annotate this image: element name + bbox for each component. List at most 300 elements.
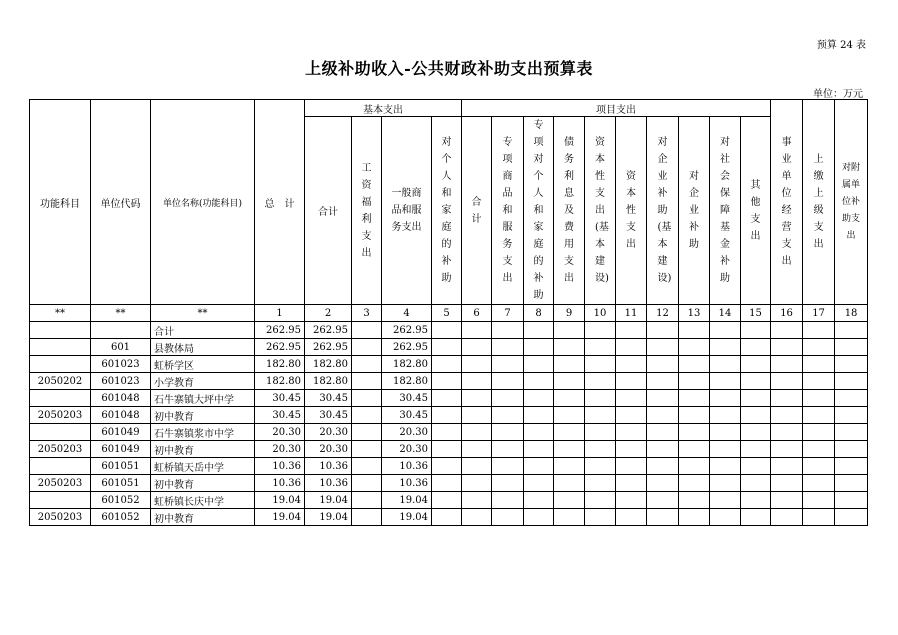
budget-table (29, 99, 868, 526)
cell-empty (710, 407, 741, 424)
cell-empty (771, 407, 803, 424)
table-row (30, 373, 868, 390)
cell-unit-name: 县教体局 (151, 339, 255, 356)
cell-empty (710, 424, 741, 441)
cell-empty (741, 407, 771, 424)
col-number: 15 (741, 305, 771, 322)
cell-empty (616, 339, 647, 356)
cell-salary (352, 509, 382, 526)
cell-goods: 182.80 (382, 356, 432, 373)
cell-salary (352, 458, 382, 475)
col-number: ** (91, 305, 151, 322)
cell-empty (647, 339, 679, 356)
cell-empty (585, 458, 616, 475)
cell-empty (524, 509, 554, 526)
cell-empty (616, 458, 647, 475)
cell-func-subject: 2050203 (30, 407, 91, 424)
cell-salary (352, 441, 382, 458)
cell-func-subject (30, 492, 91, 509)
cell-empty (585, 492, 616, 509)
cell-empty (741, 322, 771, 339)
cell-empty (432, 322, 462, 339)
cell-unit-code: 601048 (91, 390, 151, 407)
cell-empty (771, 509, 803, 526)
cell-empty (492, 322, 524, 339)
cell-empty (647, 407, 679, 424)
header-enterprise: 对企业补助 (679, 117, 710, 305)
cell-empty (554, 356, 585, 373)
table-row (30, 356, 868, 373)
cell-unit-name: 虹桥镇天岳中学 (151, 458, 255, 475)
cell-empty (492, 458, 524, 475)
cell-empty (679, 339, 710, 356)
cell-goods: 20.30 (382, 441, 432, 458)
cell-empty (741, 424, 771, 441)
cell-empty (647, 356, 679, 373)
cell-basic-total: 10.36 (305, 475, 352, 492)
cell-empty (554, 509, 585, 526)
col-number: 7 (492, 305, 524, 322)
cell-empty (710, 441, 741, 458)
cell-empty (679, 509, 710, 526)
cell-total: 30.45 (255, 390, 305, 407)
cell-basic-total: 182.80 (305, 356, 352, 373)
cell-empty (585, 373, 616, 390)
cell-unit-name: 小学教育 (151, 373, 255, 390)
cell-empty (835, 492, 868, 509)
cell-func-subject: 2050202 (30, 373, 91, 390)
unit-label: 单位：万元 (813, 89, 863, 100)
col-number: 10 (585, 305, 616, 322)
cell-unit-code: 601052 (91, 492, 151, 509)
cell-empty (432, 373, 462, 390)
cell-empty (616, 475, 647, 492)
cell-empty (803, 475, 835, 492)
cell-empty (741, 475, 771, 492)
cell-empty (679, 475, 710, 492)
cell-empty (554, 339, 585, 356)
cell-unit-code: 601049 (91, 441, 151, 458)
cell-goods: 10.36 (382, 475, 432, 492)
table-row (30, 441, 868, 458)
cell-empty (492, 407, 524, 424)
col-number: 13 (679, 305, 710, 322)
cell-empty (679, 407, 710, 424)
cell-unit-code: 601023 (91, 356, 151, 373)
cell-empty (616, 492, 647, 509)
cell-empty (492, 424, 524, 441)
cell-total: 182.80 (255, 373, 305, 390)
cell-empty (835, 509, 868, 526)
cell-total: 20.30 (255, 441, 305, 458)
cell-goods: 30.45 (382, 390, 432, 407)
cell-empty (679, 322, 710, 339)
cell-total: 10.36 (255, 458, 305, 475)
cell-unit-name: 石牛寨镇浆市中学 (151, 424, 255, 441)
cell-empty (616, 441, 647, 458)
cell-total: 30.45 (255, 407, 305, 424)
cell-salary (352, 492, 382, 509)
cell-basic-total: 262.95 (305, 322, 352, 339)
col-number: 14 (710, 305, 741, 322)
cell-goods: 19.04 (382, 509, 432, 526)
header-business: 事业单位经营支出 (771, 100, 803, 305)
column-number-row (30, 305, 868, 322)
cell-empty (647, 458, 679, 475)
cell-empty (803, 339, 835, 356)
cell-empty (585, 407, 616, 424)
cell-empty (432, 390, 462, 407)
header-salary: 工资福利支出 (352, 117, 382, 305)
cell-empty (741, 509, 771, 526)
cell-empty (679, 424, 710, 441)
cell-empty (432, 458, 462, 475)
cell-func-subject (30, 356, 91, 373)
cell-empty (524, 356, 554, 373)
cell-empty (616, 322, 647, 339)
col-number: 8 (524, 305, 554, 322)
cell-salary (352, 390, 382, 407)
cell-empty (741, 492, 771, 509)
cell-empty (462, 339, 492, 356)
cell-empty (710, 373, 741, 390)
cell-empty (710, 356, 741, 373)
cell-empty (554, 492, 585, 509)
col-number: 1 (255, 305, 305, 322)
header-capital-build: 资本性支出(基本建设) (585, 117, 616, 305)
header-enterprise-build: 对企业补助(基本建设) (647, 117, 679, 305)
cell-empty (585, 390, 616, 407)
cell-empty (835, 339, 868, 356)
col-number: 4 (382, 305, 432, 322)
cell-goods: 19.04 (382, 492, 432, 509)
cell-empty (647, 509, 679, 526)
table-row (30, 339, 868, 356)
col-number: 12 (647, 305, 679, 322)
cell-empty (835, 356, 868, 373)
page-title: 上级补助收入-公共财政补助支出预算表 (305, 59, 593, 78)
cell-empty (803, 509, 835, 526)
cell-empty (803, 458, 835, 475)
cell-unit-code: 601048 (91, 407, 151, 424)
cell-empty (432, 424, 462, 441)
cell-func-subject: 2050203 (30, 509, 91, 526)
cell-empty (647, 373, 679, 390)
cell-basic-total: 19.04 (305, 509, 352, 526)
cell-empty (524, 492, 554, 509)
cell-unit-name: 初中教育 (151, 407, 255, 424)
cell-unit-name: 合计 (151, 322, 255, 339)
cell-empty (554, 407, 585, 424)
cell-empty (616, 390, 647, 407)
cell-empty (771, 492, 803, 509)
cell-empty (432, 356, 462, 373)
cell-empty (492, 373, 524, 390)
header-basic-total: 合计 (305, 117, 352, 305)
cell-empty (647, 322, 679, 339)
cell-func-subject: 2050203 (30, 441, 91, 458)
cell-empty (616, 356, 647, 373)
cell-basic-total: 20.30 (305, 441, 352, 458)
cell-basic-total: 20.30 (305, 424, 352, 441)
cell-empty (524, 390, 554, 407)
cell-empty (492, 509, 524, 526)
cell-empty (710, 509, 741, 526)
cell-empty (554, 441, 585, 458)
cell-empty (492, 390, 524, 407)
cell-empty (835, 458, 868, 475)
cell-empty (554, 390, 585, 407)
cell-goods: 30.45 (382, 407, 432, 424)
cell-empty (803, 441, 835, 458)
cell-unit-code: 601051 (91, 475, 151, 492)
cell-empty (803, 424, 835, 441)
table-row (30, 509, 868, 526)
cell-basic-total: 182.80 (305, 373, 352, 390)
cell-unit-name: 虹桥学区 (151, 356, 255, 373)
header-project-expenditure: 项目支出 (462, 100, 771, 117)
col-number: 3 (352, 305, 382, 322)
cell-empty (462, 356, 492, 373)
cell-func-subject: 2050203 (30, 475, 91, 492)
cell-empty (585, 322, 616, 339)
cell-empty (741, 441, 771, 458)
cell-empty (492, 339, 524, 356)
header-unit-name: 单位名称(功能科目) (151, 100, 255, 305)
cell-func-subject (30, 390, 91, 407)
cell-unit-code: 601023 (91, 373, 151, 390)
table-row (30, 458, 868, 475)
cell-func-subject (30, 424, 91, 441)
cell-empty (710, 492, 741, 509)
header-capital: 资本性支出 (616, 117, 647, 305)
cell-salary (352, 424, 382, 441)
cell-empty (771, 373, 803, 390)
cell-empty (741, 356, 771, 373)
cell-empty (492, 441, 524, 458)
header-project-total: 合计 (462, 117, 492, 305)
cell-goods: 10.36 (382, 458, 432, 475)
cell-total: 19.04 (255, 492, 305, 509)
cell-total: 262.95 (255, 322, 305, 339)
col-number: 17 (803, 305, 835, 322)
cell-empty (554, 373, 585, 390)
cell-total: 182.80 (255, 356, 305, 373)
cell-empty (616, 373, 647, 390)
cell-empty (462, 390, 492, 407)
cell-basic-total: 10.36 (305, 458, 352, 475)
cell-empty (492, 492, 524, 509)
cell-empty (492, 475, 524, 492)
cell-empty (679, 458, 710, 475)
cell-empty (524, 373, 554, 390)
form-number: 预算 24 表 (816, 40, 866, 51)
cell-func-subject (30, 322, 91, 339)
header-special-personal: 专项对个人和家庭的补助 (524, 117, 554, 305)
cell-empty (585, 509, 616, 526)
col-number: 5 (432, 305, 462, 322)
cell-empty (771, 390, 803, 407)
cell-empty (585, 424, 616, 441)
cell-empty (803, 373, 835, 390)
cell-empty (771, 458, 803, 475)
cell-empty (647, 441, 679, 458)
cell-salary (352, 322, 382, 339)
cell-goods: 262.95 (382, 322, 432, 339)
cell-empty (803, 390, 835, 407)
cell-empty (647, 492, 679, 509)
header-goods: 一般商 品和服 务支出 (382, 117, 432, 305)
cell-empty (554, 458, 585, 475)
cell-empty (585, 475, 616, 492)
cell-empty (554, 424, 585, 441)
cell-goods: 182.80 (382, 373, 432, 390)
cell-empty (554, 322, 585, 339)
cell-total: 20.30 (255, 424, 305, 441)
header-unit-code: 单位代码 (91, 100, 151, 305)
cell-empty (432, 339, 462, 356)
header-affiliated: 对附 属单 位补 助支 出 (835, 100, 868, 305)
cell-empty (462, 322, 492, 339)
cell-empty (462, 407, 492, 424)
cell-basic-total: 30.45 (305, 407, 352, 424)
cell-empty (462, 458, 492, 475)
cell-empty (803, 356, 835, 373)
cell-salary (352, 407, 382, 424)
col-number: 9 (554, 305, 585, 322)
cell-empty (554, 475, 585, 492)
cell-empty (524, 322, 554, 339)
cell-empty (524, 475, 554, 492)
cell-empty (616, 424, 647, 441)
col-number: ** (151, 305, 255, 322)
cell-empty (616, 407, 647, 424)
cell-basic-total: 19.04 (305, 492, 352, 509)
table-row (30, 475, 868, 492)
header-basic-expenditure: 基本支出 (305, 100, 462, 117)
cell-empty (462, 424, 492, 441)
header-social: 对社会保障基金补助 (710, 117, 741, 305)
cell-empty (835, 424, 868, 441)
cell-empty (462, 441, 492, 458)
cell-empty (585, 339, 616, 356)
cell-unit-name: 虹桥镇长庆中学 (151, 492, 255, 509)
cell-empty (771, 441, 803, 458)
cell-empty (771, 424, 803, 441)
cell-empty (835, 441, 868, 458)
cell-empty (647, 424, 679, 441)
cell-empty (647, 475, 679, 492)
cell-total: 262.95 (255, 339, 305, 356)
col-number: 2 (305, 305, 352, 322)
cell-empty (741, 339, 771, 356)
cell-empty (741, 458, 771, 475)
header-total: 总 计 (255, 100, 305, 305)
cell-unit-code: 601051 (91, 458, 151, 475)
cell-empty (462, 373, 492, 390)
table-row (30, 424, 868, 441)
cell-empty (835, 373, 868, 390)
cell-empty (585, 441, 616, 458)
cell-unit-name: 初中教育 (151, 441, 255, 458)
cell-empty (679, 356, 710, 373)
cell-empty (741, 390, 771, 407)
cell-empty (771, 356, 803, 373)
col-number: 18 (835, 305, 868, 322)
cell-goods: 262.95 (382, 339, 432, 356)
cell-empty (803, 492, 835, 509)
cell-salary (352, 475, 382, 492)
cell-goods: 20.30 (382, 424, 432, 441)
cell-empty (679, 373, 710, 390)
cell-empty (679, 441, 710, 458)
cell-empty (524, 407, 554, 424)
cell-total: 19.04 (255, 509, 305, 526)
cell-unit-code: 601049 (91, 424, 151, 441)
table-row (30, 322, 868, 339)
cell-empty (710, 322, 741, 339)
cell-unit-name: 初中教育 (151, 475, 255, 492)
cell-salary (352, 339, 382, 356)
header-func-subject: 功能科目 (30, 100, 91, 305)
cell-empty (803, 407, 835, 424)
cell-empty (835, 322, 868, 339)
cell-empty (710, 458, 741, 475)
cell-salary (352, 356, 382, 373)
cell-func-subject (30, 458, 91, 475)
cell-unit-name: 石牛寨镇大坪中学 (151, 390, 255, 407)
cell-empty (835, 475, 868, 492)
cell-empty (647, 390, 679, 407)
cell-empty (462, 492, 492, 509)
cell-empty (524, 339, 554, 356)
cell-empty (524, 424, 554, 441)
cell-empty (803, 322, 835, 339)
header-personal: 对个人和家庭的补助 (432, 117, 462, 305)
cell-basic-total: 262.95 (305, 339, 352, 356)
header-upper: 上缴上级支出 (803, 100, 835, 305)
header-special-goods: 专项商品和服务支出 (492, 117, 524, 305)
header-other: 其他支出 (741, 117, 771, 305)
table-row (30, 390, 868, 407)
cell-empty (524, 441, 554, 458)
cell-empty (710, 339, 741, 356)
col-number: 6 (462, 305, 492, 322)
col-number: ** (30, 305, 91, 322)
cell-empty (835, 390, 868, 407)
cell-empty (835, 407, 868, 424)
col-number: 11 (616, 305, 647, 322)
cell-empty (679, 390, 710, 407)
cell-empty (771, 322, 803, 339)
cell-empty (710, 390, 741, 407)
cell-basic-total: 30.45 (305, 390, 352, 407)
cell-empty (432, 441, 462, 458)
cell-unit-code: 601052 (91, 509, 151, 526)
cell-empty (432, 475, 462, 492)
cell-total: 10.36 (255, 475, 305, 492)
header-debt: 债务利息及费用支出 (554, 117, 585, 305)
cell-empty (462, 475, 492, 492)
cell-empty (432, 492, 462, 509)
cell-empty (741, 373, 771, 390)
cell-unit-name: 初中教育 (151, 509, 255, 526)
cell-empty (432, 407, 462, 424)
cell-unit-code: 601 (91, 339, 151, 356)
cell-empty (524, 458, 554, 475)
cell-unit-code (91, 322, 151, 339)
cell-func-subject (30, 339, 91, 356)
